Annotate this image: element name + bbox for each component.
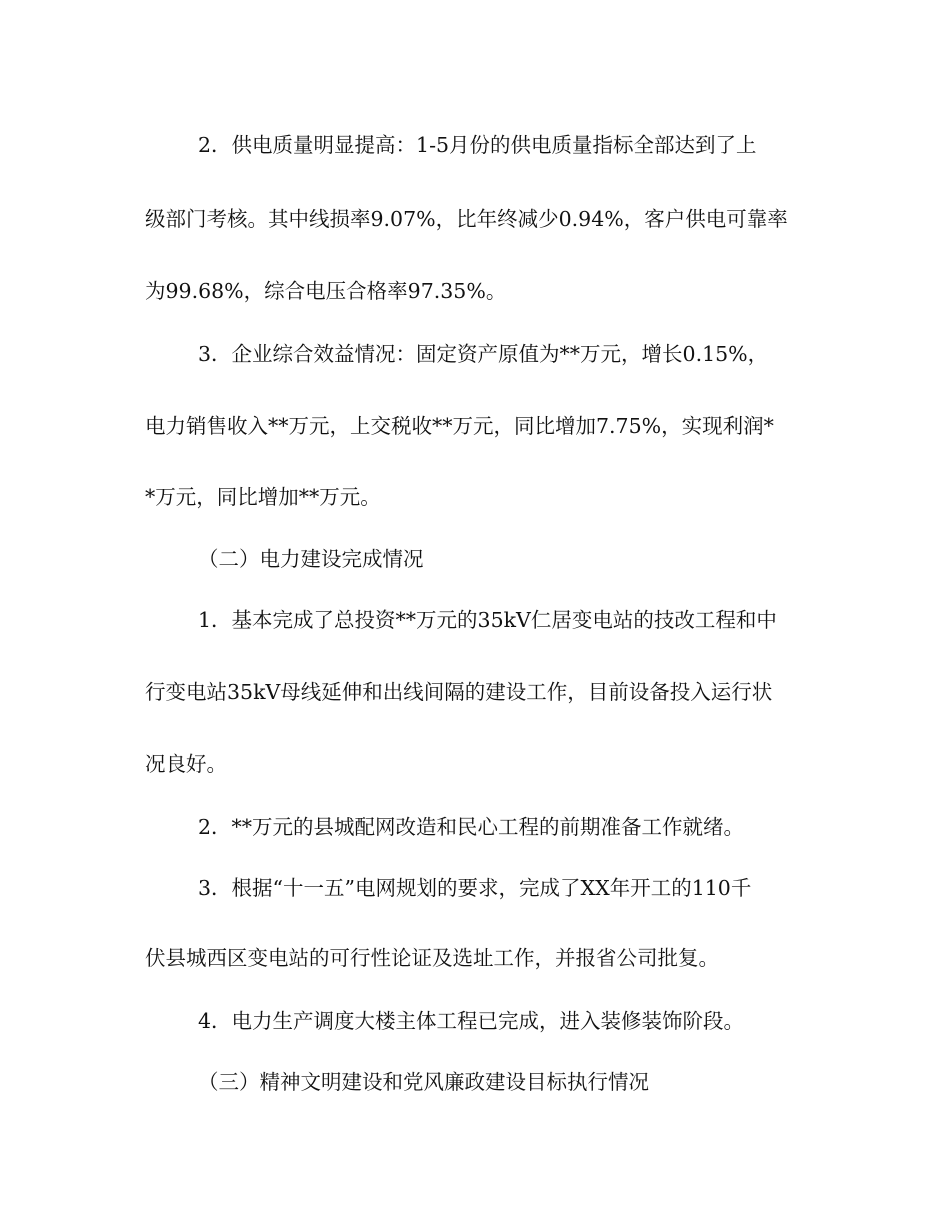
paragraph-line: 级部门考核。其中线损率9.07%，比年终减少0.94%，客户供电可靠率 [145, 207, 788, 231]
paragraph-line: 2．**万元的县城配网改造和民心工程的前期准备工作就绪。 [198, 815, 745, 839]
section-heading: （三）精神文明建设和党风廉政建设目标执行情况 [198, 1070, 649, 1094]
paragraph-line: 1．基本完成了总投资**万元的35kV仁居变电站的技改工程和中 [198, 608, 777, 632]
paragraph-line: 3．根据“十一五”电网规划的要求，完成了XX年开工的110千 [198, 876, 752, 900]
paragraph-line: 2．供电质量明显提高：1-5月份的供电质量指标全部达到了上 [198, 133, 757, 157]
paragraph-line: 况良好。 [145, 752, 227, 776]
section-heading: （二）电力建设完成情况 [198, 547, 424, 571]
paragraph-line: 行变电站35kV母线延伸和出线间隔的建设工作，目前设备投入运行状 [145, 680, 773, 704]
paragraph-line: 4．电力生产调度大楼主体工程已完成，进入装修装饰阶段。 [198, 1009, 745, 1033]
paragraph-line: 电力销售收入**万元，上交税收**万元，同比增加7.75%，实现利润* [145, 414, 774, 438]
paragraph-line: 伏县城西区变电站的可行性论证及选址工作，并报省公司批复。 [145, 946, 719, 970]
paragraph-line: *万元，同比增加**万元。 [145, 485, 381, 509]
paragraph-line: 为99.68%，综合电压合格率97.35%。 [145, 279, 507, 303]
paragraph-line: 3．企业综合效益情况：固定资产原值为**万元，增长0.15%， [198, 342, 769, 366]
